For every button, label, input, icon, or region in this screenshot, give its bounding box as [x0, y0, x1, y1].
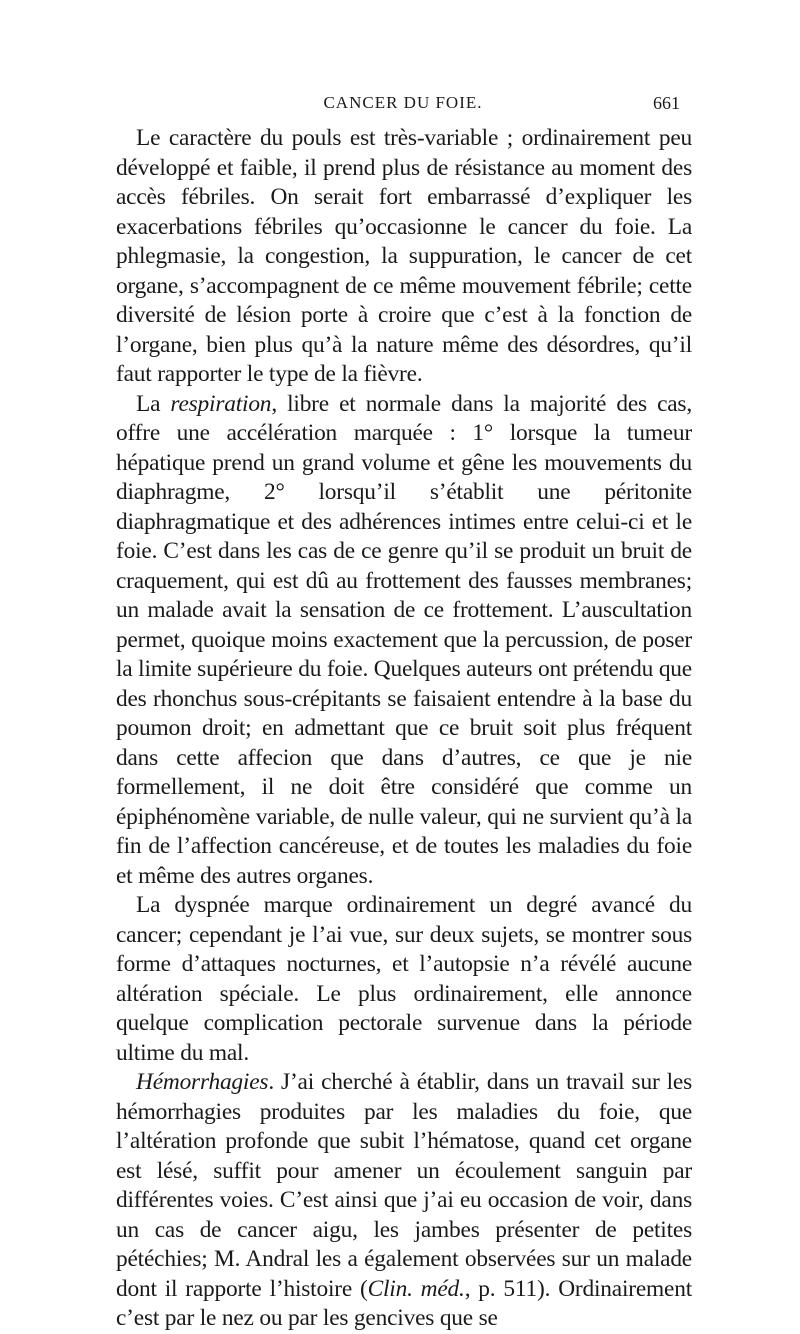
paragraph-text: La dyspnée marque ordinairement un degré avancé du cancer; cependant je l’ai vue, sur deux sujets, se montrer sous forme d’attaques nocturnes, et l’autopsie n’a révélé aucune altération spéciale. Le plus ordinairement, elle annonce quelque complication pectorale survenue dans la période ultime du mal. — [116, 892, 692, 1066]
paragraph-text: . J’ai cherché à établir, dans un travail sur les hémorrhagies produites par les maladies du foie, que l’altération profonde que subit l’hématose, quand cet organe est lésé, suffit pour amener un écoulement sanguin par différentes voies. C’est ainsi que j’ai eu occasion de voir, dans un cas de cancer aigu, les jambes présenter de petites pétéchies; M. Andral les a également observées sur un malade dont il rapporte l’histoire ( — [116, 1069, 692, 1302]
running-header — [116, 93, 690, 119]
term-respiration: respiration — [170, 390, 272, 417]
body-text — [116, 124, 692, 1334]
paragraph-dyspnea — [116, 891, 692, 1068]
paragraph-text: , libre et normale dans la majorité des cas, offre une accélération marquée : 1° lorsque la tumeur hépatique prend un grand volume et gêne les mouvements du diaphragme, 2° lorsqu’il s’établit une péritonite diaphragmatique et des adhérences intimes entre celui-ci et le foie. C’est dans les cas de ce genre qu’il se produit un bruit de craquement, qui est dû au frottement des fausses membranes; un malade avait la sensation de ce frottement. L’auscultation permet, quoique moins exactement que la percussion, de poser la limite supérieure du foie. Quelques auteurs ont prétendu que des rhonchus sous-crépitants se faisaient entendre à la base du poumon droit; en admettant que ce bruit soit plus fréquent dans cette affecion que dans d’autres, ce que je nie formellement, il ne doit être considéré que comme un épiphénomène variable, de nulle valeur, qui ne survient qu’à la fin de l’affection cancéreuse, et de toutes les maladies du foie et même des autres organes. — [116, 390, 692, 889]
running-title: CANCER DU FOIE. — [323, 93, 483, 112]
paragraph-respiration — [116, 390, 692, 892]
paragraph-tail: , p. 511). Ordinairement c’est par le nez ou par les gencives que se — [116, 1275, 693, 1331]
section-heading-hemorrhagies: Hémorrhagies — [136, 1069, 269, 1095]
paragraph-hemorrhages — [116, 1068, 692, 1334]
paragraph-pulse — [116, 124, 692, 390]
citation-reference: Clin. méd. — [367, 1275, 465, 1302]
paragraph-text: Le caractère du pouls est très-variable ; ordinairement peu développé et faible, il prend plus de résistance au moment des accès fébriles. On serait fort embarrassé d’expliquer les exacerbations fébriles qu’occasionne le cancer du foie. La phlegmasie, la congestion, la suppuration, le cancer de cet organe, s’accompagnent de ce même mouvement fébrile; cette diversité de lésion porte à croire que c’est à la fonction de l’organe, bien plus qu’à la nature même des désordres, qu’il faut rapporter le type de la fièvre. — [116, 125, 692, 387]
paragraph-lead: La — [136, 390, 171, 417]
page-number: 661 — [653, 93, 680, 113]
